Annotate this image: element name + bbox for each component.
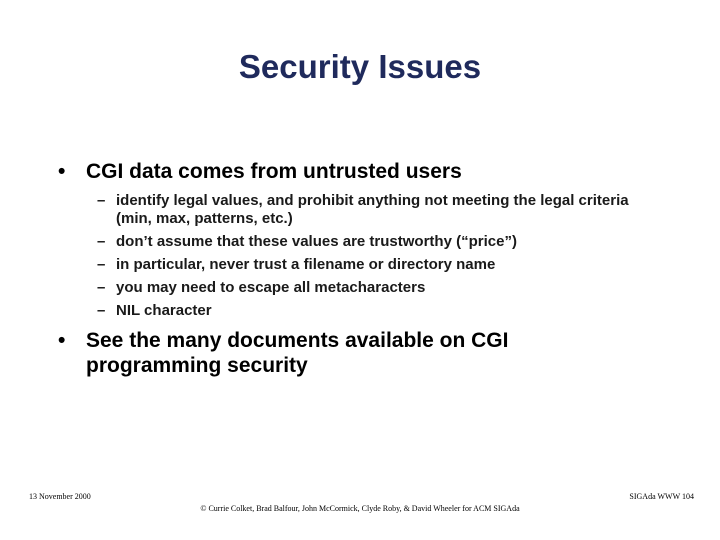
bullet-marker: • [58,160,66,183]
dash-marker: – [97,302,106,319]
dash-marker: – [97,256,106,273]
dash-marker: – [97,233,106,250]
slide-title: Security Issues [238,48,482,85]
sub-bullet-item [97,192,637,228]
sub-bullet-text: don’t assume that these values are trustworthy (“price”) [116,233,517,250]
sub-bullet-text: you may need to escape all metacharacters [116,279,426,296]
sub-bullet-item [97,302,637,320]
footer-date: 13 November 2000 [29,492,91,501]
dash-marker: – [97,279,106,296]
bullet-item [58,328,618,378]
bullet-text: See the many documents available on CGI programming security [86,329,509,377]
footer-credit: © Currie Colket, Brad Balfour, John McCormick, Clyde Roby, & David Wheeler for ACM SIGAda [200,504,520,513]
bullet-item [58,159,658,184]
sub-bullet-item [97,233,637,251]
bullet-marker: • [58,329,66,352]
dash-marker: – [97,192,106,209]
sub-bullet-text: NIL character [116,302,212,319]
sub-bullet-text: identify legal values, and prohibit anything not meeting the legal criteria (min, max, patterns, etc.) [116,192,629,227]
sub-bullet-text: in particular, never trust a filename or directory name [116,256,496,273]
sub-bullet-item [97,279,637,297]
bullet-text: CGI data comes from untrusted users [86,160,462,183]
sub-bullet-item [97,256,637,274]
sub-bullet-list [97,192,637,325]
footer-page-label: SIGAda WWW 104 [629,492,694,501]
